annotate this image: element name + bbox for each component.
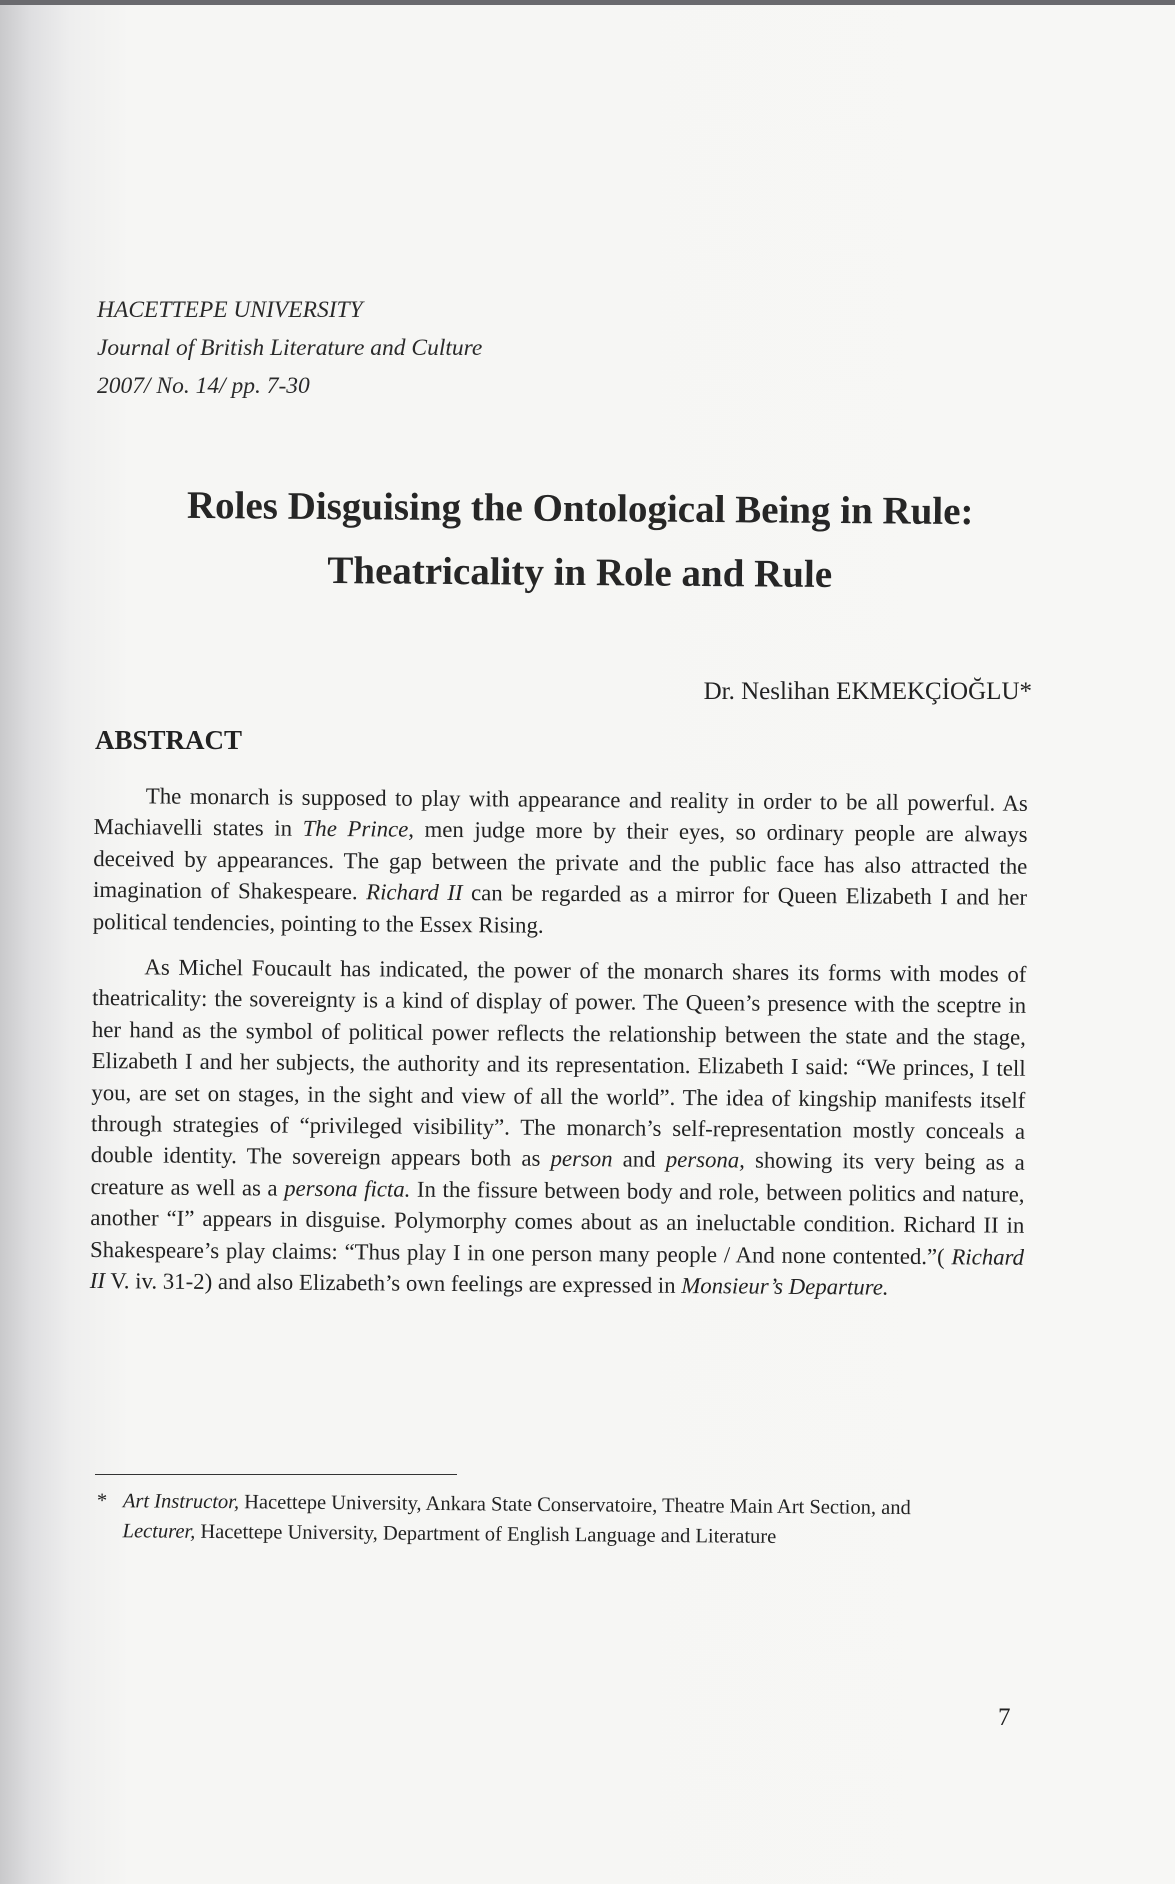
italic-the-prince: The Prince [302,816,409,843]
italic-richard-ii: Richard II [89,1243,1025,1294]
footnote-separator [95,1474,457,1475]
abstract-paragraph-1: The monarch is supposed to play with appearance and reality in order to be all powerful. As Machiavelli states in The Prince, men judge more by their eyes, so ordinary people are always deceived by appearances. The gap between the private and the public face has also attracted the imagination of Shakespeare. Richard II can be regarded as a mirror for Queen Elizabeth I and her political tendencies, pointing to the Essex Rising. [92,783,1028,938]
italic-richard-ii: Richard II [366,879,463,906]
journal-university: HACETTEPE UNIVERSITY [97,297,363,323]
footnote-line-2: Lecturer, Hacettepe University, Department of English Language and Literature [122,1520,777,1548]
italic-persona: persona, [665,1147,746,1173]
abstract-paragraph-2: As Michel Foucault has indicated, the power of the monarch shares its forms with modes of theatricality: the sovereignty is a kind of display of power. The Queen’s presence with the sceptre in her hand as the symbol of political power reflects the relationship between the state and the stage, Elizabeth I and her subjects, the authority and its representation. Elizabeth I said: “We princes, I tell you, are set on stages, in the sight and view of all the world”. The idea of kingship manifests itself through strategies of “privileged visibility”. The monarch’s self-representation mostly conceals a double identity. The sovereign appears both as person and persona, showing its very being as a creature as well as a persona ficta. In the fissure between body and role, between politics and nature, another “I” appears in disguise. Polymorphy comes about as an ineluctable condition. Richard II in Shakespeare’s play claims: “Thus play I in one person many people / And none contented.”( Richard II V. iv. 31-2) and also Elizabeth’s own feelings are expressed in Monsieur’s Departure. [89,954,1027,1300]
abstract-body [90,780,1028,1318]
footnote-body [122,1486,1026,1554]
italic-person: person [550,1146,613,1172]
italic-monsieurs-departure: Monsieur’s Departure. [681,1273,889,1300]
author-name: Dr. Neslihan EKMEKÇİOĞLU* [703,678,1032,705]
page-number: 7 [998,1704,1011,1731]
title-line-2: Theatricality in Role and Rule [327,549,833,596]
italic-persona-ficta: persona ficta. [284,1175,411,1202]
title-line-1: Roles Disguising the Ontological Being in Rule: [186,483,974,534]
abstract-heading: ABSTRACT [95,725,243,755]
footnote [96,1486,1026,1554]
article-title [120,473,1041,608]
journal-header [97,291,617,405]
scan-edge [0,0,1175,5]
footnote-mark: * [96,1489,108,1513]
footnote-line-1: Art Instructor, Hacettepe University, Ankara State Conservatoire, Theatre Main Art Section, and [122,1490,911,1520]
journal-issue: 2007/ No. 14/ pp. 7-30 [97,373,310,399]
journal-name: Journal of British Literature and Culture [97,335,483,361]
